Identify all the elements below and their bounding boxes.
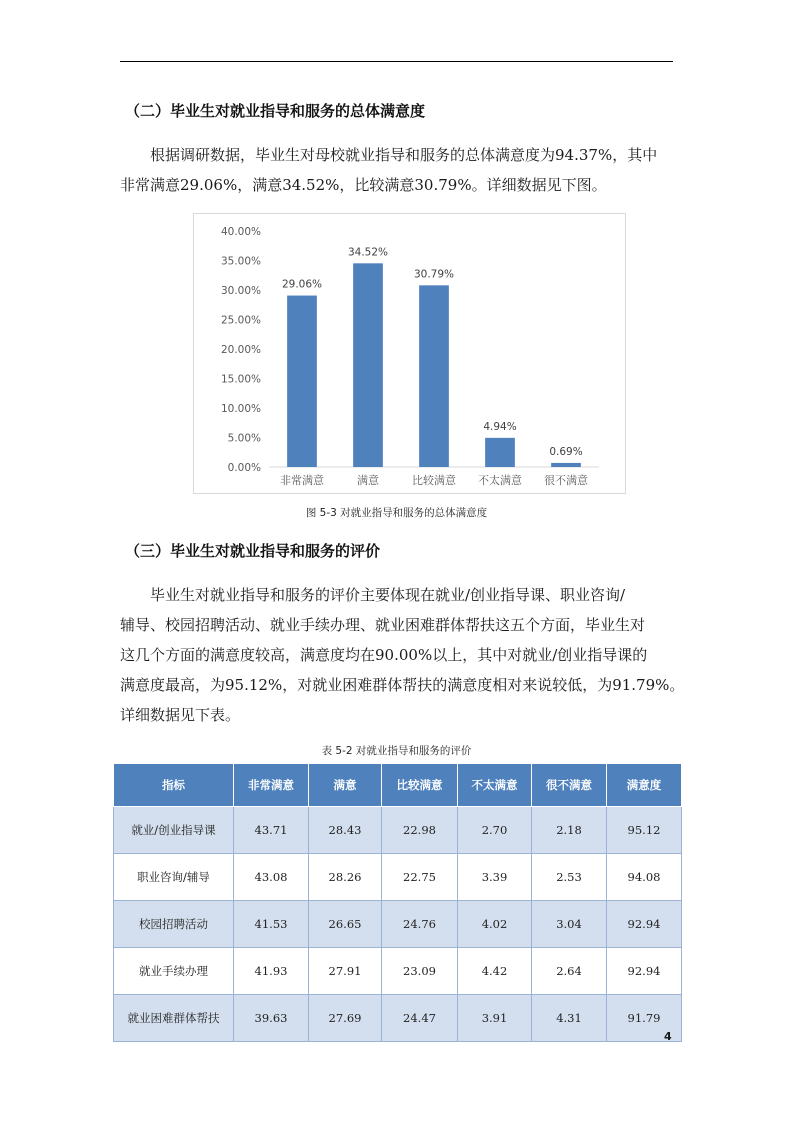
paragraph-line: 详细数据见下表。 [120, 706, 241, 724]
table-cell: 23.09 [382, 948, 458, 995]
row-label: 就业/创业指导课 [114, 807, 234, 854]
row-label: 就业手续办理 [114, 948, 234, 995]
bar [485, 438, 515, 467]
bar [419, 285, 449, 467]
table-cell: 2.70 [458, 807, 532, 854]
page-number: 4 [664, 1030, 672, 1043]
data-label: 30.79% [413, 268, 455, 281]
table-cell: 27.69 [309, 995, 382, 1042]
table-row [114, 807, 682, 854]
table-row [114, 948, 682, 995]
header-rule [120, 61, 673, 62]
table-cell: 4.31 [532, 995, 607, 1042]
row-label: 校园招聘活动 [114, 901, 234, 948]
column-header: 不太满意 [458, 764, 532, 807]
table-cell: 2.53 [532, 854, 607, 901]
table-cell: 3.39 [458, 854, 532, 901]
y-tick-label: 25.00% [220, 314, 261, 327]
table-cell: 91.79 [607, 995, 682, 1042]
table-cell: 92.94 [607, 948, 682, 995]
paragraph-evaluation [120, 580, 685, 730]
x-tick-label: 很不满意 [544, 474, 588, 487]
bar [353, 263, 383, 467]
table-row [114, 854, 682, 901]
table-cell: 22.75 [382, 854, 458, 901]
paragraph-line: 辅导、校园招聘活动、就业手续办理、就业困难群体帮扶这五个方面，毕业生对 [120, 616, 646, 634]
row-label: 就业困难群体帮扶 [114, 995, 234, 1042]
x-tick-label: 非常满意 [280, 474, 324, 487]
data-label: 0.69% [549, 445, 583, 458]
table-cell: 94.08 [607, 854, 682, 901]
table-cell: 41.53 [234, 901, 309, 948]
chart-canvas [194, 214, 625, 493]
table-cell: 2.64 [532, 948, 607, 995]
table-header-row [114, 764, 682, 807]
data-label: 4.94% [483, 420, 517, 433]
table-cell: 95.12 [607, 807, 682, 854]
data-label: 34.52% [347, 246, 389, 259]
paragraph-line: 根据调研数据，毕业生对母校就业指导和服务的总体满意度为94.37%，其中 [150, 146, 658, 164]
y-tick-label: 10.00% [220, 403, 261, 415]
y-tick-label: 30.00% [220, 285, 261, 297]
data-label: 29.06% [281, 278, 323, 291]
paragraph-overall-satisfaction [120, 140, 675, 200]
paragraph-line: 这几个方面的满意度较高，满意度均在90.00%以上，其中对就业/创业指导课的 [120, 646, 648, 664]
bar [287, 296, 317, 467]
table-cell: 3.04 [532, 901, 607, 948]
column-header: 满意度 [607, 764, 682, 807]
satisfaction-bar-chart [193, 213, 626, 494]
table-cell: 27.91 [309, 948, 382, 995]
table-cell: 28.26 [309, 854, 382, 901]
paragraph-line: 毕业生对就业指导和服务的评价主要体现在就业/创业指导课、职业咨询/ [150, 586, 626, 604]
paragraph-line: 满意度最高，为95.12%，对就业困难群体帮扶的满意度相对来说较低，为91.79%。 [120, 676, 685, 694]
table-cell: 26.65 [309, 901, 382, 948]
y-tick-label: 35.00% [220, 255, 261, 268]
y-tick-label: 0.00% [227, 462, 261, 474]
bar [551, 463, 581, 467]
figure-caption: 图 5-3 对就业指导和服务的总体满意度 [305, 507, 488, 519]
table-cell: 43.71 [234, 807, 309, 854]
y-tick-label: 15.00% [220, 373, 261, 386]
x-tick-label: 不太满意 [478, 474, 522, 487]
table-cell: 4.02 [458, 901, 532, 948]
table-cell: 92.94 [607, 901, 682, 948]
y-tick-label: 40.00% [220, 226, 261, 238]
y-tick-label: 5.00% [227, 432, 261, 445]
table-cell: 43.08 [234, 854, 309, 901]
table-cell: 24.76 [382, 901, 458, 948]
table-cell: 4.42 [458, 948, 532, 995]
column-header: 满意 [309, 764, 382, 807]
y-tick-label: 20.00% [220, 344, 261, 356]
table-cell: 2.18 [532, 807, 607, 854]
column-header: 很不满意 [532, 764, 607, 807]
table-caption: 表 5-2 对就业指导和服务的评价 [321, 745, 472, 757]
table-cell: 3.91 [458, 995, 532, 1042]
column-header: 比较满意 [382, 764, 458, 807]
table-cell: 24.47 [382, 995, 458, 1042]
column-header: 非常满意 [234, 764, 309, 807]
table-cell: 22.98 [382, 807, 458, 854]
row-label: 职业咨询/辅导 [114, 854, 234, 901]
paragraph-line: 非常满意29.06%，满意34.52%，比较满意30.79%。详细数据见下图。 [120, 176, 607, 194]
table-row [114, 901, 682, 948]
section-heading-overall-satisfaction: （二）毕业生对就业指导和服务的总体满意度 [125, 102, 426, 120]
section-heading-evaluation: （三）毕业生对就业指导和服务的评价 [125, 542, 381, 560]
evaluation-table [113, 763, 682, 1042]
table-cell: 41.93 [234, 948, 309, 995]
column-header: 指标 [114, 764, 234, 807]
x-tick-label: 满意 [357, 474, 379, 487]
table-row [114, 995, 682, 1042]
table-cell: 28.43 [309, 807, 382, 854]
x-tick-label: 比较满意 [412, 474, 456, 487]
table-cell: 39.63 [234, 995, 309, 1042]
